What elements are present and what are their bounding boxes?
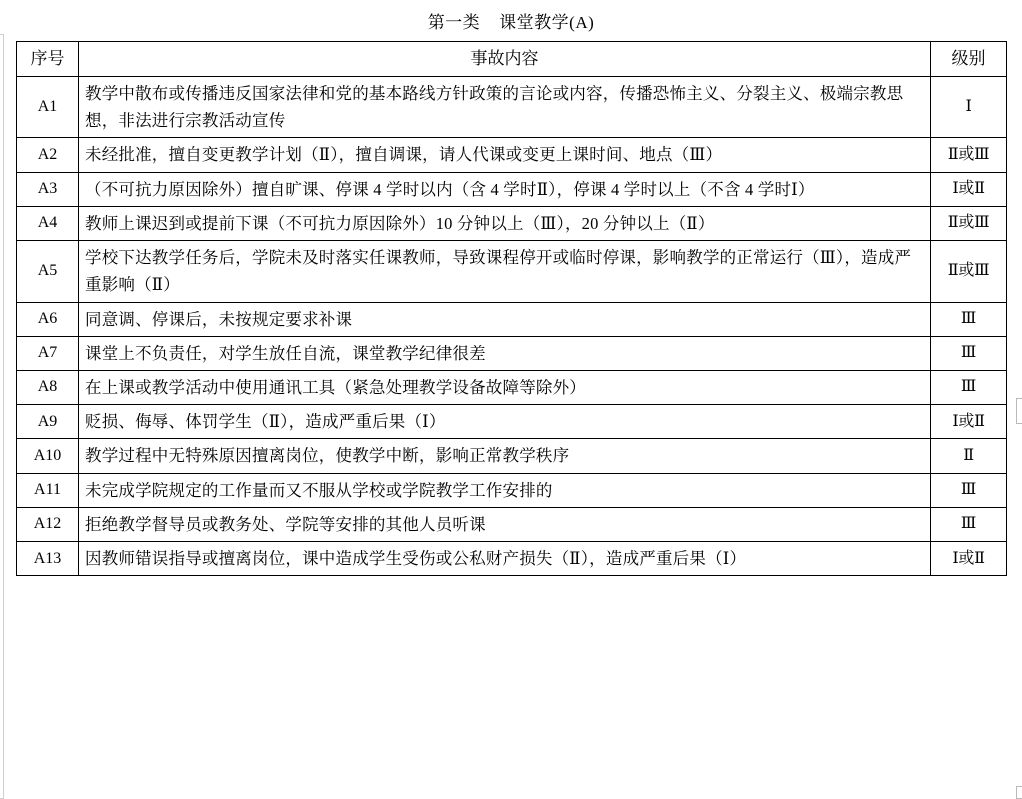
row-no: A6 <box>17 302 79 336</box>
row-content: 未完成学院规定的工作量而又不服从学校或学院教学工作安排的 <box>79 473 931 507</box>
row-level: Ⅱ或Ⅲ <box>931 206 1007 240</box>
row-level: Ⅲ <box>931 473 1007 507</box>
row-content: 同意调、停课后，未按规定要求补课 <box>79 302 931 336</box>
page-title: 第一类 课堂教学(A) <box>427 13 595 32</box>
table-container <box>16 41 1006 576</box>
page-right-edge-artifact-lower <box>1016 786 1022 799</box>
row-no: A3 <box>17 172 79 206</box>
row-content: （不可抗力原因除外）擅自旷课、停课 4 学时以内（含 4 学时Ⅱ），停课 4 学时以上（不含 4 学时Ⅰ） <box>79 172 931 206</box>
column-header-level: 级别 <box>931 42 1007 77</box>
table-row <box>17 241 1007 302</box>
table-row <box>17 439 1007 473</box>
row-level: Ⅱ或Ⅲ <box>931 138 1007 172</box>
row-level: Ⅱ <box>931 439 1007 473</box>
row-no: A8 <box>17 371 79 405</box>
row-content: 拒绝教学督导员或教务处、学院等安排的其他人员听课 <box>79 507 931 541</box>
column-header-content: 事故内容 <box>79 42 931 77</box>
row-level: Ⅰ或Ⅱ <box>931 172 1007 206</box>
row-content: 学校下达教学任务后，学院未及时落实任课教师，导致课程停开或临时停课，影响教学的正常运行（Ⅲ），造成严重影响（Ⅱ） <box>79 241 931 302</box>
row-content: 贬损、侮辱、体罚学生（Ⅱ），造成严重后果（Ⅰ） <box>79 405 931 439</box>
table-row <box>17 138 1007 172</box>
table-row <box>17 473 1007 507</box>
row-no: A11 <box>17 473 79 507</box>
row-level: Ⅰ或Ⅱ <box>931 405 1007 439</box>
page-left-edge-artifact <box>0 34 4 799</box>
table-header-row <box>17 42 1007 77</box>
row-no: A5 <box>17 241 79 302</box>
table-row <box>17 405 1007 439</box>
row-no: A13 <box>17 542 79 576</box>
teaching-accident-table <box>16 41 1007 576</box>
table-row <box>17 77 1007 138</box>
row-no: A12 <box>17 507 79 541</box>
table-row <box>17 172 1007 206</box>
row-no: A9 <box>17 405 79 439</box>
row-level: Ⅲ <box>931 371 1007 405</box>
row-level: Ⅲ <box>931 336 1007 370</box>
row-content: 教师上课迟到或提前下课（不可抗力原因除外）10 分钟以上（Ⅲ），20 分钟以上（Ⅱ） <box>79 206 931 240</box>
table-row <box>17 336 1007 370</box>
row-level: Ⅰ或Ⅱ <box>931 542 1007 576</box>
page-right-edge-artifact-upper <box>1016 398 1022 424</box>
row-content: 在上课或教学活动中使用通讯工具（紧急处理教学设备故障等除外） <box>79 371 931 405</box>
row-level: Ⅲ <box>931 302 1007 336</box>
table-row <box>17 542 1007 576</box>
row-level: Ⅲ <box>931 507 1007 541</box>
row-no: A2 <box>17 138 79 172</box>
row-content: 未经批准，擅自变更教学计划（Ⅱ），擅自调课，请人代课或变更上课时间、地点（Ⅲ） <box>79 138 931 172</box>
table-row <box>17 206 1007 240</box>
row-content: 教学中散布或传播违反国家法律和党的基本路线方针政策的言论或内容，传播恐怖主义、分裂主义、极端宗教思想，非法进行宗教活动宣传 <box>79 77 931 138</box>
table-row <box>17 371 1007 405</box>
row-content: 因教师错误指导或擅离岗位，课中造成学生受伤或公私财产损失（Ⅱ），造成严重后果（Ⅰ） <box>79 542 931 576</box>
table-row <box>17 507 1007 541</box>
row-no: A1 <box>17 77 79 138</box>
row-no: A7 <box>17 336 79 370</box>
column-header-no: 序号 <box>17 42 79 77</box>
row-content: 教学过程中无特殊原因擅离岗位，使教学中断，影响正常教学秩序 <box>79 439 931 473</box>
row-content: 课堂上不负责任，对学生放任自流，课堂教学纪律很差 <box>79 336 931 370</box>
row-level: Ⅱ或Ⅲ <box>931 241 1007 302</box>
row-no: A10 <box>17 439 79 473</box>
row-level: Ⅰ <box>931 77 1007 138</box>
row-no: A4 <box>17 206 79 240</box>
table-row <box>17 302 1007 336</box>
